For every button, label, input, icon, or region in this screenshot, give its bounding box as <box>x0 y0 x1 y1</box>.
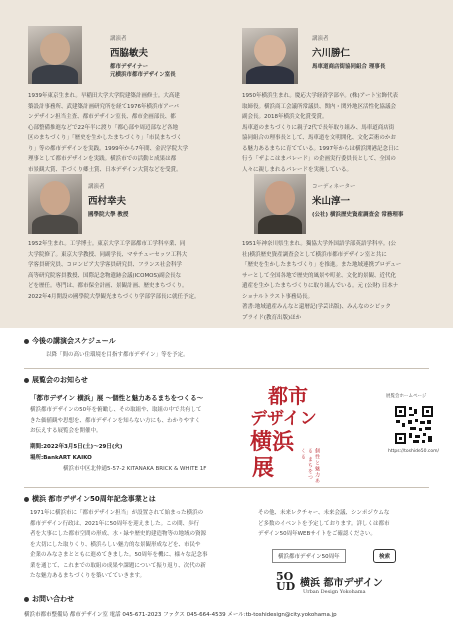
speaker-title: 國學院大學 教授 <box>88 212 129 218</box>
speaker-bio: 1950年横浜生まれ。慶応大学経済学部卒。(株)アート宝飾代表 取締役。横浜商工会議所常議員、関内・関外地区活性化協議会 副会長。2018年横浜文化賞受賞。 馬車道のまちづくりに親子2代で長年取り組み、馬車道商店街 協同組合の理事長として、馬車道を文明開化、文化芸術のかお る魅力あるまちに育てている。1997年からは横浜開港記念日に 行う「ザよこはまパレード」の企画実行委員長として、全国の 人々に親しまれるパレードを実施している。 <box>242 93 399 173</box>
ud50-logo-icon: 5O UD <box>276 570 296 593</box>
speaker-bio: 1951年神奈川県生まれ。獨協大学外国語学部英語学科卒。(公 社)横浜歴史資産調査会として横浜市都市デザイン室と共に 「歴史を生かしたまちづくり」を推進。また地域連携プロデュー サーとして全国各地で歴史的風景や町並、文化的景観、近代化 遺産を生かしたまちづくりに取り組んでいる。元 (公財) 日本ナ ショナルトラスト事務局長。 著書:地域遺産みんなと還暦記(学芸出版)、みんなのシビック プライド(教育出版)ほか <box>242 241 402 321</box>
speaker-role: 講演者 <box>88 184 105 190</box>
schedule-text: 以降「間の高い住環境を目指す都市デザイン」等を予定。 <box>46 352 189 358</box>
exhibition-venue: 場所:BankART KAIKO <box>30 455 92 461</box>
speaker-card <box>226 0 453 173</box>
exhibition-address: 横浜市中区北仲通5-57-2 KITANAKA BRICK & WHITE 1F <box>63 466 207 472</box>
speaker-bio: 1939年東京生まれ。早稲田大学大学院建築計画修士。大高建 築設計事務所、武建築計画研究所を経て1976年横浜市アーバ ンデザイン担当主査、都市デザイン室長、都市企画部長、都 心部整備推進などで22年半に渡り「都心部や周辺部など各地 区のまちづくり」「歴史を生かしたまちづくり」「市民まちづく り」等の都市デザインを実践。1999年から7年間、金沢学院大学 理事として都市デザインを実践。横浜市での活動と成果は都 市景観大賞、手づくり郷土賞、日本デザイン大賞などを受賞。 <box>28 93 189 173</box>
schedule-heading: 今後の講演会スケジュール <box>24 336 116 346</box>
speaker-photo <box>28 174 82 234</box>
speaker-role: 講演者 <box>312 36 329 42</box>
qr-code[interactable] <box>394 405 434 445</box>
anniversary-heading: 横浜 都市デザイン50周年記念事業とは <box>24 494 156 504</box>
speaker-name: 米山淳一 <box>312 196 351 207</box>
divider <box>24 368 429 369</box>
qr-code-icon <box>394 405 434 445</box>
speaker-role: 講演者 <box>110 36 127 42</box>
speaker-photo <box>28 26 82 84</box>
speaker-role: コーディネーター <box>312 184 356 190</box>
search-term-box[interactable]: 横浜都市デザイン50周年 <box>272 549 346 563</box>
speaker-bio: 1952年生まれ。工学博士。東京大学工学部都市工学科卒業、同 大学院修了。東京大学教授、同副学長、マサチューセッツ工科大 学客員研究員、コロンビア大学客員研究員、フランス社会科学 高等研究院客員教授、国際記念物遺跡会議(ICOMOS)副会長な どを歴任。専門は、都市保全計画、景観計画、歴史まちづくり。 2022年4月開設の國學院大學観光まちづくり学部学部長に就任予定。 <box>28 241 200 300</box>
search-button[interactable]: 検索 <box>373 549 396 563</box>
exhibition-period: 期間:2022年3月5日(土)〜29日(火) <box>30 444 123 450</box>
anniversary-more: その他、未来レクチャー、未来会議、シンポジウムな ど多数のイベントを予定しております。詳しくは都市 デザイン50周年WEBサイトをご確認ください。 <box>258 510 390 537</box>
bullet-icon <box>24 597 29 602</box>
speaker-card <box>226 160 453 328</box>
speaker-photo <box>254 174 306 234</box>
exhibition-title: 「都市デザイン 横浜」展 〜個性と魅力あるまちをつくる〜 <box>30 394 204 402</box>
bullet-icon <box>24 497 29 502</box>
qr-label: 展覧会ホームページ <box>386 394 427 399</box>
speaker-photo <box>242 28 298 84</box>
qr-url[interactable]: https://toshide50.com/ <box>388 449 440 454</box>
speaker-card <box>0 0 226 173</box>
speaker-name: 西村幸夫 <box>88 196 127 207</box>
exhibition-heading: 展覧会のお知らせ <box>24 375 88 385</box>
exhibition-desc: 横浜都市デザインの50年を俯瞰し、その取組や、取組の中で共有して きた価値観や思想を、都市デザインを知らない方にも、わかりやすく お伝えする展覧会を開催中。 <box>30 407 202 434</box>
contact-heading: お問い合わせ <box>24 594 74 604</box>
anniversary-text: 1971年に横浜市に「都市デザイン担当」が設置されて始まった横浜の 都市デザイン行政は、2021年に50周年を迎えました。この間、歩行 者を大事にした都市空間の形成、水・緑や歴史的建造物等の地域の資源 を大切にした取りくり、横浜らしい魅力的な景観形成などを、市民や 企業のみなさまとともに進めてきました。50周年を機に、様々な記念事 業を通じて、これまでの取組の成果や課題について振り返り、次代の新 たな魅力あるまちづくりを築いてていきます。 <box>30 510 208 579</box>
divider <box>24 487 429 488</box>
speaker-name: 西脇敏夫 <box>110 48 149 59</box>
speaker-card <box>0 160 226 328</box>
speaker-name: 六川勝仁 <box>312 48 351 59</box>
bullet-icon <box>24 378 29 383</box>
bullet-icon <box>24 339 29 344</box>
speaker-title: (公社) 横浜歴史資産調査会 常務理事 <box>312 212 404 218</box>
contact-info: 横浜市都市整備局 都市デザイン室 電話 045-671-2023 ファクス 045-664-4539 メール:tb-toshidesign@city.yokohama.jp <box>24 612 337 618</box>
speaker-title: 都市デザイナー 元横浜市都市デザイン室長 <box>110 64 176 78</box>
speaker-title: 馬車道商店街協同組合 理事長 <box>312 64 386 70</box>
